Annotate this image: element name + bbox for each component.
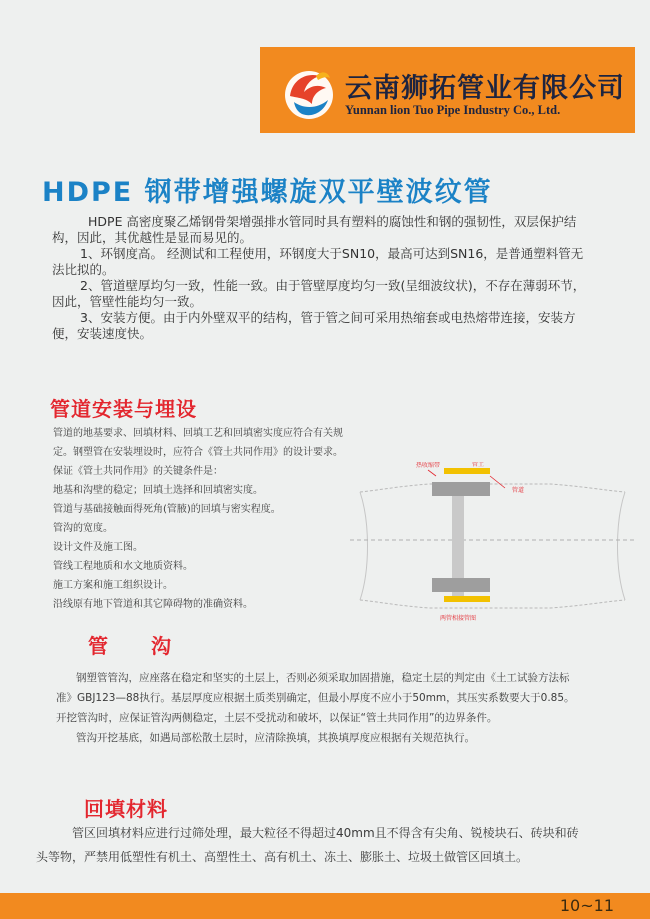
diagram-label-left: 热收缩带 [415, 462, 441, 469]
footer-band [0, 893, 650, 919]
company-name-cn: 云南狮拓管业有限公司 [345, 73, 625, 104]
list-item: 保证《管土共同作用》的关键条件是： [53, 466, 223, 477]
intro-section [52, 214, 587, 342]
diagram-label-right: 管道 [512, 487, 525, 494]
trench-paragraph: 管沟开挖基底，如遇局部松散土层时，应清除换填，其换填厚度应根据有关规范执行。 [76, 732, 475, 744]
intro-paragraph: HDPE 高密度聚乙烯钢骨架增强排水管同时具有塑料的腐蚀性和钢的强韧性，双层保护结构，因此，其优越性是显而易见的。 [52, 214, 577, 245]
feature-item-ring-stiffness: 1、环钢度高。 经测试和工程使用，环钢度大于SN10，最高可达到SN16，是普通塑料管无法比拟的。 [52, 246, 584, 277]
list-item: 定。钢塑管在安装埋设时，应符合《管土共同作用》的设计要求。 [53, 447, 343, 458]
list-item: 管沟的宽度。 [53, 523, 113, 534]
backfill-paragraph: 管区回填材料应进行过筛处理，最大粒径不得超过40mm且不得含有尖角、锐棱块石、砖块和砖头等物，严禁用低塑性有机土、高塑性土、高有机土、冻土、膨胀土、垃圾土做管区回填土。 [36, 826, 579, 864]
list-item: 管线工程地质和水文地质资料。 [53, 561, 193, 572]
page-number: 10~11 [559, 896, 614, 915]
list-item: 地基和沟壁的稳定；回填土选择和回填密实度。 [53, 485, 263, 496]
feature-item-uniform-wall: 2、管道壁厚均匀一致，性能一致。由于管壁厚度均匀一致(呈细波纹状)，不存在薄弱环节， 因此，管壁性能均匀一致。 [52, 278, 586, 309]
page-title: HDPE 钢带增强螺旋双平壁波纹管 [42, 177, 493, 208]
section-title-backfill: 回填材料 [84, 797, 168, 821]
company-name-en: Yunnan lion Tuo Pipe Industry Co., Ltd. [345, 103, 561, 117]
feature-item-easy-install: 3、安装方便。由于内外壁双平的结构，管于管之间可采用热缩套或电热熔带连接，安装方便，安装速度快。 [52, 310, 576, 341]
diagram-caption: 两管相接管图 [439, 615, 477, 622]
section-title-trench: 管 沟 [88, 634, 172, 658]
trench-text [56, 668, 584, 748]
list-item: 施工方案和施工组织设计。 [53, 580, 173, 591]
list-item: 设计文件及施工图。 [53, 542, 143, 553]
list-item: 管道的地基要求、回填材料、回填工艺和回填密实度应符合有关规 [53, 428, 343, 439]
section-title-install: 管道安装与埋设 [50, 397, 197, 421]
backfill-text [36, 821, 581, 869]
list-item: 管道与基础接触面得死角(管腋)的回填与密实程度。 [53, 504, 281, 515]
diagram-label-mid: 管土 [471, 462, 485, 468]
pipe-joint-diagram [340, 462, 640, 632]
trench-paragraph: 钢塑管管沟，应座落在稳定和坚实的土层上，否则必须采取加固措施，稳定土层的判定由《土工试验方法标准》GBJ123—88执行。基层厚度应根据土质类别确定，但最小厚度不应小于50mm，其压实系数要大于0.85。开挖管沟时，应保证管沟两侧稳定，土层不受扰动和破坏，以保证“管土共同作用”的边界条件。 [56, 672, 575, 724]
lion-logo-icon [282, 62, 336, 124]
list-item: 沿线原有地下管道和其它障碍物的准确资料。 [53, 599, 253, 610]
